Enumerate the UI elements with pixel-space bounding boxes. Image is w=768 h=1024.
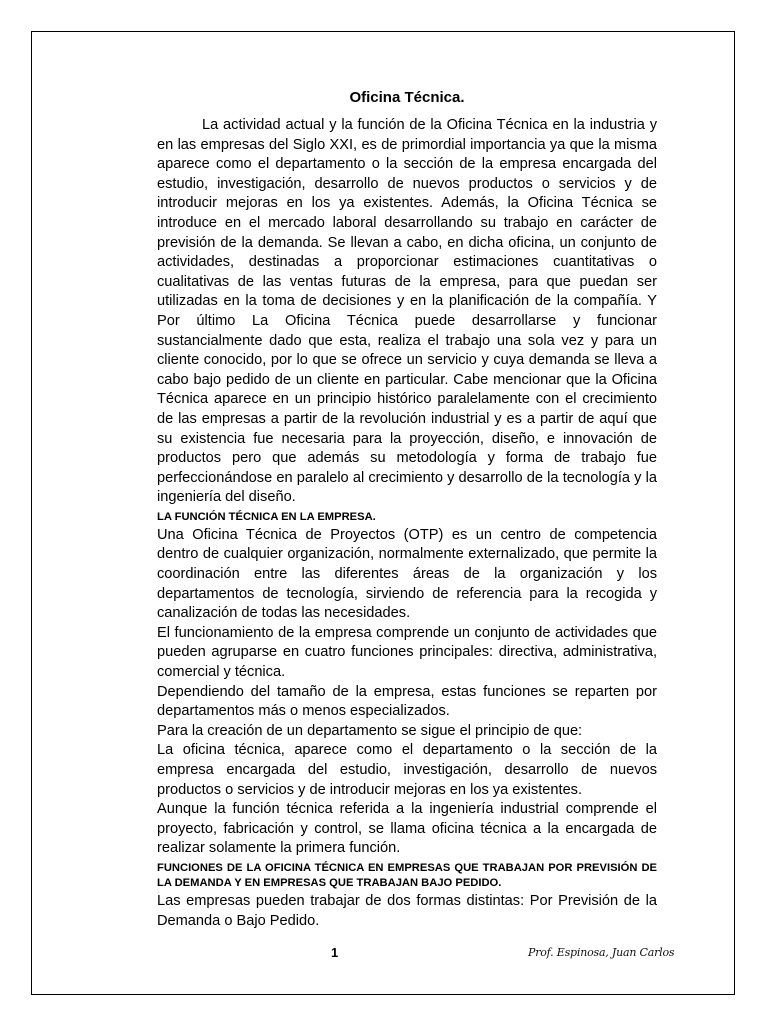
author-signature: Prof. Espinosa, Juan Carlos <box>528 946 675 959</box>
paragraph-tamano: Dependiendo del tamaño de la empresa, estas funciones se reparten por departamentos más o menos especializados. <box>157 683 657 720</box>
paragraph-principio: Para la creación de un departamento se sigue el principio de que: <box>157 722 583 739</box>
paragraph-formas: Las empresas pueden trabajar de dos formas distintas: Por Previsión de la Demanda o Bajo Pedido. <box>157 892 657 929</box>
intro-paragraph: La actividad actual y la función de la Oficina Técnica en la industria y en las empresas del Siglo XXI, es de primordial importancia ya que la misma aparece como el departamento o la sección de la empresa encargada del estudio, investigación, desarrollo de nuevos productos o servicios y de introducir mejoras en los ya existentes. Además, la Oficina Técnica se introduce en el mercado laboral desarrollando su trabajo en carácter de previsión de la demanda. Se llevan a cabo, en dicha oficina, un conjunto de actividades, destinadas a proporcionar estimaciones cuantitativas o cualitativas de las ventas futuras de la empresa, para que puedan ser utilizadas en la toma de decisiones y en la planificación de la compañía. Y Por último La Oficina Técnica puede desarrollarse y funcionar sustancialmente dado que esta, realiza el trabajo una sola vez y para un cliente conocido, por lo que se ofrece un servicio y cuya demanda se lleva a cabo bajo pedido de un cliente en particular. Cabe mencionar que la Oficina Técnica aparece en un principio histórico paralelamente con el crecimiento de las empresas a partir de la revolución industrial y es a partir de aquí que su existencia fue necesaria para la proyección, diseño, e innovación de productos pero que además su metodología y forma de trabajo fue perfeccionándose en paralelo al crecimiento y desarrollo de la tecnología y la ingeniería del diseño. <box>157 117 657 506</box>
paragraph-otp: Una Oficina Técnica de Proyectos (OTP) es un centro de competencia dentro de cualquier organización, normalmente externalizado, que permite la coordinación entre las diferentes áreas de la organización y los departamentos de tecnología, sirviendo de referencia para la recogida y canalización de todas las necesidades. <box>157 526 657 622</box>
section-heading-funcion-tecnica: LA FUNCIÓN TÉCNICA EN LA EMPRESA. <box>157 510 376 523</box>
page-number: 1 <box>331 945 339 960</box>
paragraph-oficina-tecnica: La oficina técnica, aparece como el departamento o la sección de la empresa encargada del estudio, investigación, desarrollo de nuevos productos o servicios y de introducir mejoras en los ya existentes. <box>157 742 657 798</box>
document-body <box>157 88 657 931</box>
section-heading-funciones: FUNCIONES DE LA OFICINA TÉCNICA EN EMPRESAS QUE TRABAJAN POR PREVISIÓN DE LA DEMANDA Y EN EMPRESAS QUE TRABAJAN BAJO PEDIDO. <box>157 861 657 889</box>
page-title: Oficina Técnica. <box>349 89 465 106</box>
paragraph-ingenieria: Aunque la función técnica referida a la ingeniería industrial comprende el proyecto, fabricación y control, se llama oficina técnica a la encargada de realizar solamente la primera función. <box>157 801 657 857</box>
paragraph-funcionamiento: El funcionamiento de la empresa comprende un conjunto de actividades que pueden agruparse en cuatro funciones principales: directiva, administrativa, comercial y técnica. <box>157 624 657 681</box>
